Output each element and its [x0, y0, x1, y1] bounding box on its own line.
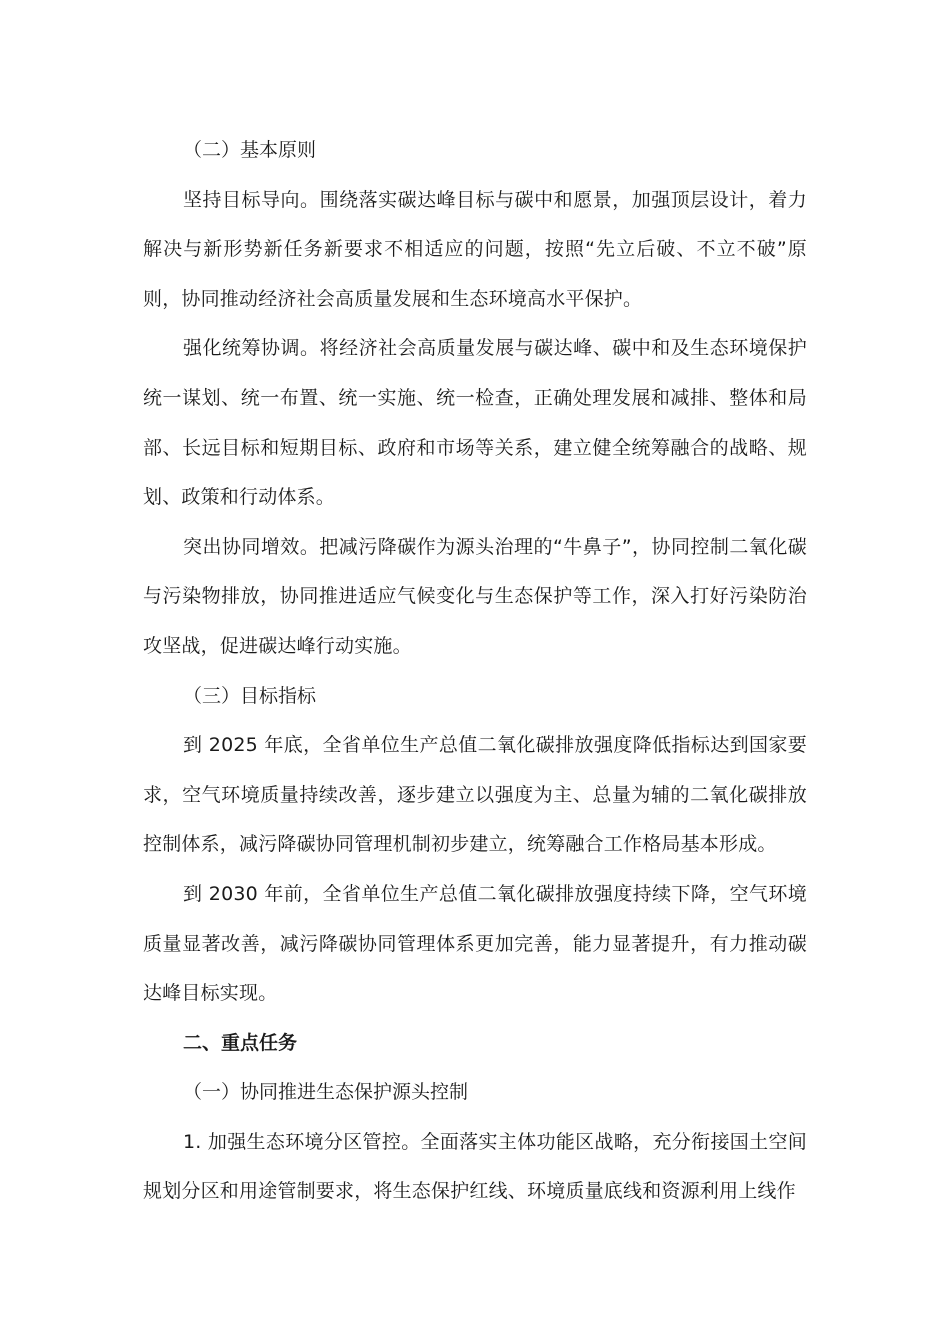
paragraph-2025-target: 到 2025 年底，全省单位生产总值二氧化碳排放强度降低指标达到国家要求，空气环境质量持续改善，逐步建立以强度为主、总量为辅的二氧化碳排放控制体系，减污降碳协同管理机制初步建立，统筹融合工作格局基本形成。: [143, 734, 807, 856]
paragraph-goal-orientation: 坚持目标导向。围绕落实碳达峰目标与碳中和愿景，加强顶层设计，着力解决与新形势新任务新要求不相适应的问题，按照“先立后破、不立不破”原则，协同推动经济社会高质量发展和生态环境高水平保护。: [143, 188, 807, 310]
section-heading-key-tasks: 二、重点任务: [183, 1031, 298, 1054]
subheading-targets: （三）目标指标: [183, 684, 317, 707]
document-body: [143, 126, 807, 1217]
paragraph-2030-target: 到 2030 年前，全省单位生产总值二氧化碳排放强度持续下降，空气环境质量显著改善，减污降碳协同管理体系更加完善，能力显著提升，有力推动碳达峰目标实现。: [143, 882, 807, 1005]
subheading-basic-principles: （二）基本原则: [183, 139, 317, 161]
subheading-ecological-protection: （一）协同推进生态保护源头控制: [183, 1081, 469, 1104]
paragraph-zoning-control: 1. 加强生态环境分区管控。全面落实主体功能区战略，充分衔接国土空间规划分区和用途管制要求，将生态保护红线、环境质量底线和资源利用上线作: [143, 1130, 807, 1203]
paragraph-synergy: 突出协同增效。把减污降碳作为源头治理的“牛鼻子”，协同控制二氧化碳与污染物排放，协同推进适应气候变化与生态保护等工作，深入打好污染防治攻坚战，促进碳达峰行动实施。: [143, 535, 807, 657]
paragraph-coordination: 强化统筹协调。将经济社会高质量发展与碳达峰、碳中和及生态环境保护统一谋划、统一布置、统一实施、统一检查，正确处理发展和减排、整体和局部、长远目标和短期目标、政府和市场等关系，建立健全统筹融合的战略、规划、政策和行动体系。: [143, 337, 807, 509]
